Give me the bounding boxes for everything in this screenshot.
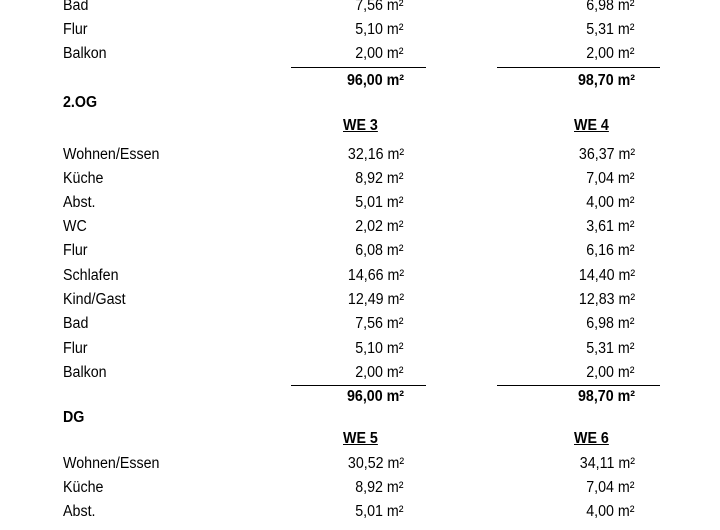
floor-heading: 2.OG: [63, 94, 98, 111]
area-value-col2: 36,37 m²: [578, 146, 635, 163]
area-value-col2: 4,00 m²: [586, 194, 635, 211]
area-value-col2: 14,40 m²: [578, 267, 635, 284]
area-value-col1: 5,01 m²: [355, 194, 404, 211]
area-value-col2: 2,00 m²: [586, 45, 635, 62]
row-label: Küche: [63, 479, 104, 496]
area-value-col2: 6,16 m²: [586, 242, 635, 259]
area-value-col1: 2,00 m²: [355, 364, 404, 381]
area-value-col2: 34,11 m²: [579, 455, 635, 472]
area-value-col2: 6,98 m²: [586, 0, 635, 14]
row-label: Flur: [63, 21, 88, 38]
area-value-col1: 6,08 m²: [355, 242, 404, 259]
row-label: Abst.: [63, 503, 96, 520]
area-value-col2: 12,83 m²: [578, 291, 635, 308]
area-value-col1: 5,01 m²: [355, 503, 404, 520]
row-label: Kind/Gast: [63, 291, 126, 308]
total-col1: 96,00 m²: [346, 388, 404, 405]
area-value-col1: 32,16 m²: [347, 146, 404, 163]
area-value-col2: 2,00 m²: [586, 364, 635, 381]
total-col2: 98,70 m²: [577, 72, 635, 89]
area-value-col1: 2,00 m²: [355, 45, 404, 62]
area-value-col2: 7,04 m²: [586, 479, 635, 496]
sum-divider: [497, 67, 660, 68]
floor-heading: DG: [63, 409, 85, 426]
row-label: Balkon: [63, 364, 107, 381]
area-value-col1: 8,92 m²: [355, 479, 404, 496]
row-label: Flur: [63, 242, 88, 259]
area-value-col2: 3,61 m²: [586, 218, 635, 235]
unit-header-col2: WE 4: [574, 117, 609, 134]
total-col1: 96,00 m²: [346, 72, 404, 89]
unit-header-col1: WE 5: [343, 430, 378, 447]
area-value-col1: 12,49 m²: [347, 291, 404, 308]
unit-header-col1: WE 3: [343, 117, 378, 134]
row-label: Wohnen/Essen: [63, 455, 160, 472]
area-value-col1: 5,10 m²: [355, 340, 404, 357]
row-label: Wohnen/Essen: [63, 146, 160, 163]
row-label: Küche: [63, 170, 104, 187]
row-label: Abst.: [63, 194, 96, 211]
total-col2: 98,70 m²: [577, 388, 635, 405]
row-label: Bad: [63, 315, 89, 332]
area-value-col2: 5,31 m²: [586, 21, 635, 38]
row-label: Schlafen: [63, 267, 119, 284]
area-value-col2: 6,98 m²: [586, 315, 635, 332]
area-value-col1: 2,02 m²: [355, 218, 404, 235]
sum-divider: [291, 67, 426, 68]
area-value-col2: 7,04 m²: [586, 170, 635, 187]
unit-header-col2: WE 6: [574, 430, 609, 447]
row-label: WC: [63, 218, 87, 235]
sum-divider: [497, 385, 660, 386]
row-label: Balkon: [63, 45, 107, 62]
area-value-col1: 14,66 m²: [347, 267, 404, 284]
area-value-col2: 4,00 m²: [586, 503, 635, 520]
row-label: Bad: [63, 0, 89, 14]
area-value-col1: 30,52 m²: [347, 455, 404, 472]
area-value-col1: 7,56 m²: [355, 315, 404, 332]
sum-divider: [291, 385, 426, 386]
area-value-col1: 7,56 m²: [355, 0, 404, 14]
area-value-col1: 5,10 m²: [355, 21, 404, 38]
area-value-col2: 5,31 m²: [586, 340, 635, 357]
row-label: Flur: [63, 340, 88, 357]
area-value-col1: 8,92 m²: [355, 170, 404, 187]
